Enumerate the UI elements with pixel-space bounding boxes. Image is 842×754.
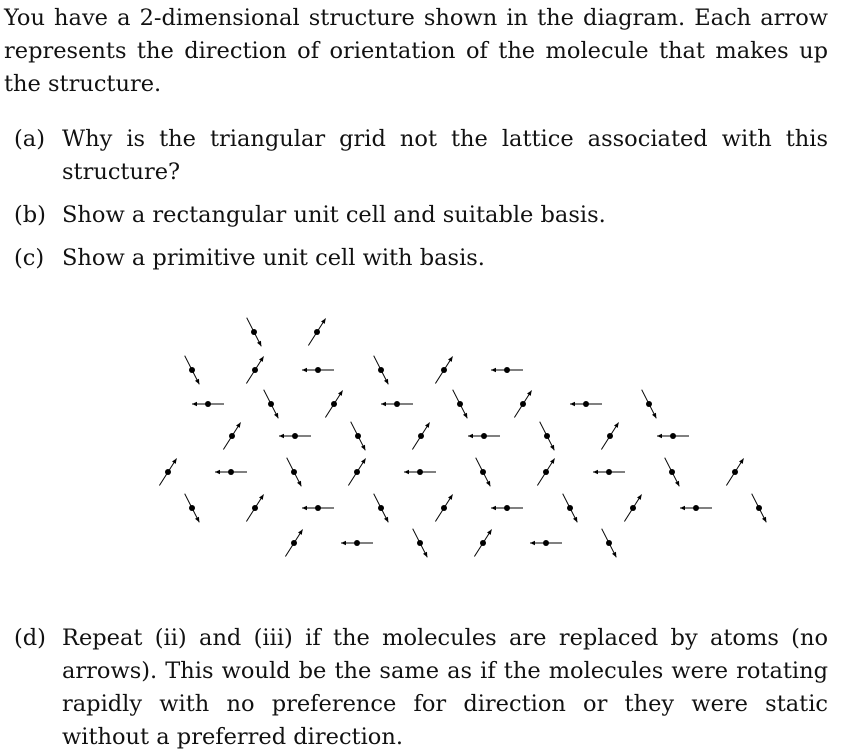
molecule-arrow [453,390,468,419]
molecule-arrow [642,390,657,419]
molecule-arrow [680,505,712,511]
molecule-arrow [404,469,436,475]
molecule-arrow [215,469,247,475]
molecule-arrow [223,423,240,450]
molecule-arrow [308,319,325,346]
molecule-arrow [530,540,562,546]
question-b-text: Show a rectangular unit cell and suitable basis. [62,202,606,228]
molecule-arrow [348,459,365,486]
molecule-arrow [752,494,767,523]
molecule-arrow [602,529,617,558]
molecule-arrow [514,391,531,418]
molecule-arrow [491,505,523,511]
molecule-arrow [563,494,578,523]
question-c-text: Show a primitive unit cell with basis. [62,245,485,271]
molecule-arrow [302,505,334,511]
molecule-arrow [665,458,680,487]
question-a-label: (a) [14,126,45,152]
molecule-arrow [435,495,452,522]
molecule-arrow [435,357,452,384]
molecule-arrow [185,494,200,523]
molecule-arrow [246,357,263,384]
question-a-text: Why is the triangular grid not the lattice associated with this structure? [62,126,828,185]
molecule-arrow [185,356,200,385]
molecule-arrow [374,356,389,385]
molecule-arrow [325,391,342,418]
molecule-arrow [726,459,743,486]
molecule-arrow [381,401,413,407]
molecule-arrow [351,422,366,451]
molecule-arrow [264,390,279,419]
molecule-arrow [285,530,302,557]
molecule-arrow [246,495,263,522]
question-c [14,242,828,275]
molecule-arrow [570,401,602,407]
molecule-arrow [412,423,429,450]
molecule-arrow [279,433,311,439]
molecule-arrow [476,458,491,487]
molecule-arrow [413,529,428,558]
question-c-label: (c) [14,245,45,271]
molecule-arrow [537,459,554,486]
molecule-arrow [247,318,262,347]
molecule-arrow [540,422,555,451]
molecule-arrow [468,433,500,439]
molecule-arrow [159,459,176,486]
molecule-arrow [374,494,389,523]
molecule-arrow [302,367,334,373]
question-d-text: Repeat (ii) and (iii) if the molecules are replaced by atoms (no arrows). This would be the same as if the molecules were rotating rapidly with no preference for direction or they were static without a preferred direction. [62,625,828,750]
molecule-arrow [192,401,224,407]
question-b [14,199,828,232]
molecule-arrow [491,367,523,373]
molecule-arrow [601,423,618,450]
problem-intro: You have a 2-dimensional structure shown in the diagram. Each arrow represents the direction of orientation of the molecule that makes up the structure. [4,5,828,97]
molecule-structure-diagram [0,300,842,580]
question-b-label: (b) [14,202,46,228]
question-a [14,123,828,189]
molecule-arrow [341,540,373,546]
molecule-arrow [657,433,689,439]
molecule-arrow [593,469,625,475]
molecule-arrow [624,495,641,522]
molecule-arrow [287,458,302,487]
question-d-label: (d) [14,625,46,651]
question-d [14,622,828,754]
molecule-arrow [474,530,491,557]
